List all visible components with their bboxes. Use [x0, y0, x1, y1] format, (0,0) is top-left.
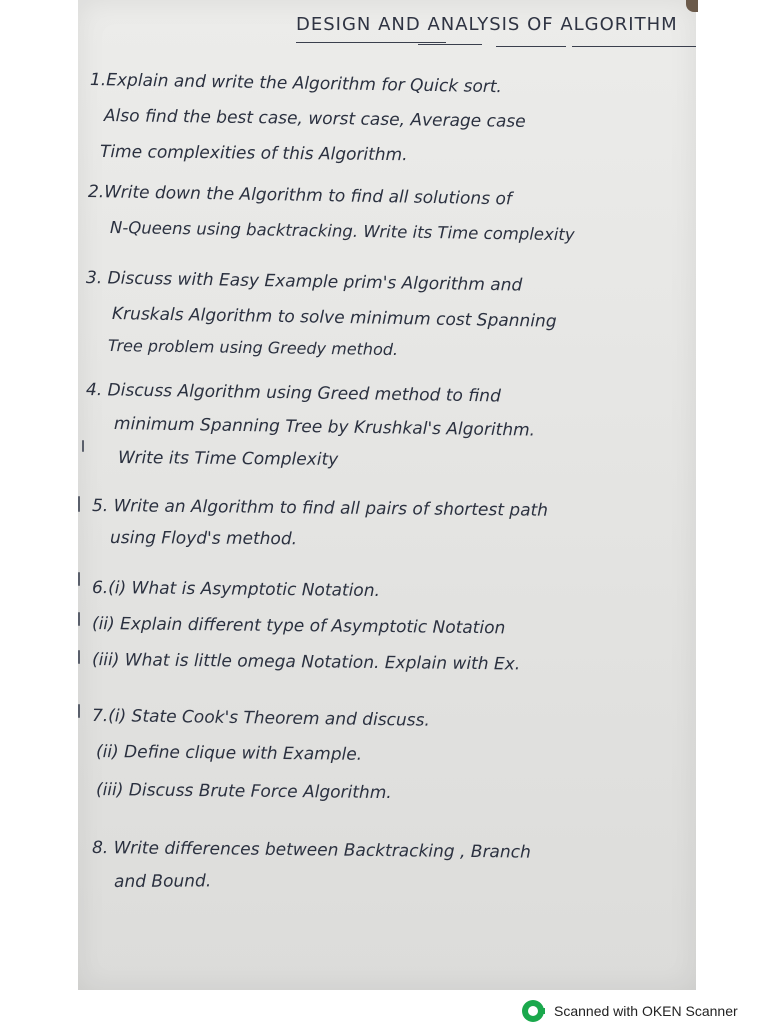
margin-mark — [78, 612, 80, 626]
margin-mark — [78, 650, 80, 664]
question-4-line-3: Write its Time Complexity — [117, 448, 339, 470]
question-1-line-3: Time complexities of this Algorithm. — [99, 142, 408, 166]
question-2-line-2: N-Queens using backtracking. Write its Time complexity — [109, 218, 575, 245]
question-1-line-1: 1.Explain and write the Algorithm for Quick sort. — [89, 70, 503, 98]
question-7-line-2: (ii) Define clique with Example. — [95, 742, 363, 765]
question-3-line-1: 3. Discuss with Easy Example prim's Algorithm and — [85, 268, 523, 296]
margin-mark — [78, 572, 80, 586]
question-2-line-1: 2.Write down the Algorithm to find all solutions of — [87, 182, 512, 210]
oken-scanner-logo-icon — [522, 1000, 544, 1022]
question-6-line-3: (iii) What is little omega Notation. Explain with Ex. — [91, 650, 521, 675]
question-4-line-1: 4. Discuss Algorithm using Greed method to find — [85, 380, 501, 407]
question-5-line-1: 5. Write an Algorithm to find all pairs of shortest path — [91, 496, 549, 521]
question-8-line-2: and Bound. — [113, 871, 212, 892]
title-underline — [572, 46, 696, 47]
page-title: DESIGN AND ANALYSIS OF ALGORITHM — [296, 14, 678, 35]
title-underline — [496, 46, 566, 47]
title-underline — [418, 44, 482, 45]
scanner-footer — [522, 1000, 738, 1022]
question-6-line-2: (ii) Explain different type of Asymptotic Notation — [91, 614, 506, 639]
handwritten-page — [78, 0, 696, 990]
question-8-line-1: 8. Write differences between Backtracking , Branch — [91, 838, 531, 863]
question-3-line-3: Tree problem using Greedy method. — [107, 336, 399, 360]
page-margin — [696, 0, 768, 990]
question-7-line-1: 7.(i) State Cook's Theorem and discuss. — [91, 706, 431, 731]
question-3-line-2: Kruskals Algorithm to solve minimum cost Spanning — [111, 304, 557, 332]
title-underline — [296, 42, 446, 43]
question-4-line-2: minimum Spanning Tree by Krushkal's Algorithm. — [113, 414, 536, 441]
question-1-line-2: Also find the best case, worst case, Average case — [103, 106, 526, 132]
margin-mark — [78, 496, 80, 512]
question-7-line-3: (iii) Discuss Brute Force Algorithm. — [95, 780, 392, 804]
question-5-line-2: using Floyd's method. — [109, 528, 298, 550]
margin-mark — [82, 440, 84, 452]
margin-mark — [78, 704, 80, 718]
scanner-footer-text: Scanned with OKEN Scanner — [554, 1003, 738, 1019]
question-6-line-1: 6.(i) What is Asymptotic Notation. — [91, 578, 381, 602]
